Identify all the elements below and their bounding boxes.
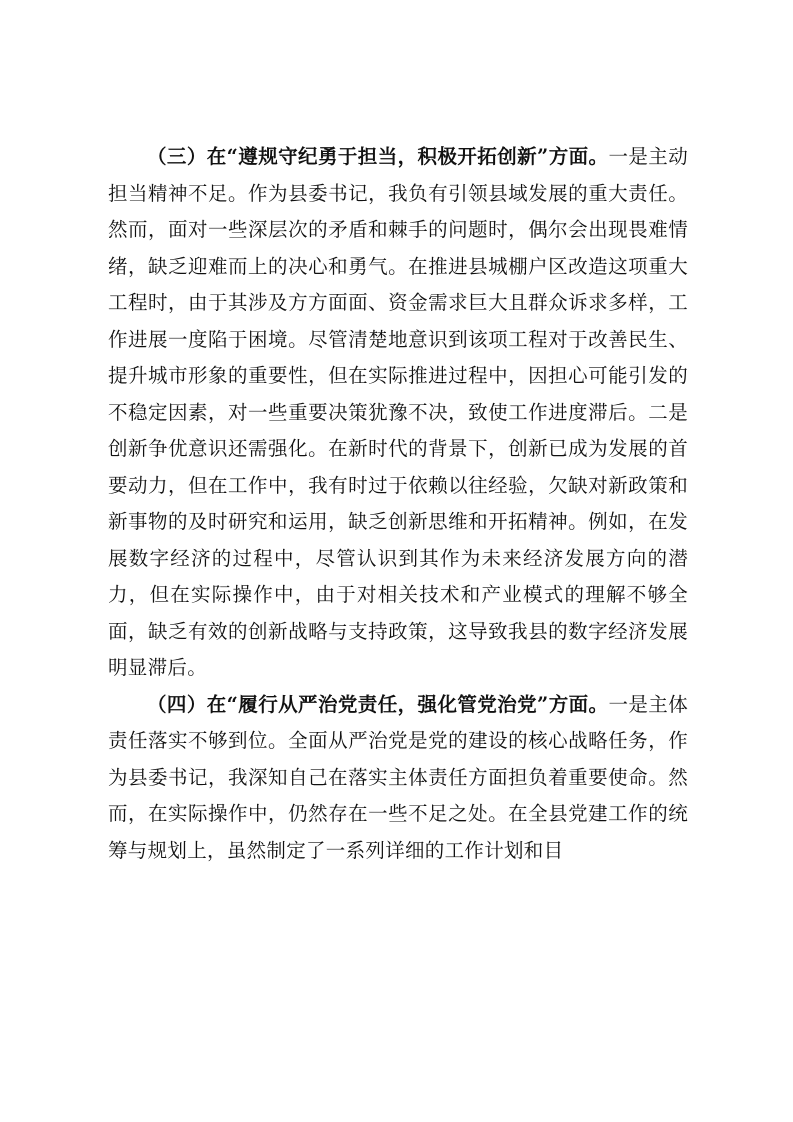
document-body	[108, 139, 688, 869]
section-four-heading: （四）在“履行从严治党责任，强化管党治党”方面。	[147, 692, 609, 716]
paragraph-section-four	[108, 687, 688, 870]
paragraph-section-three	[108, 139, 688, 687]
section-four-body: 一是主体责任落实不够到位。全面从严治党是党的建设的核心战略任务，作为县委书记，我深知自己在落实主体责任方面担负着重要使命。然而，在实际操作中，仍然存在一些不足之处。在全县党建工作的统筹与规划上，虽然制定了一系列详细的工作计划和目	[108, 692, 689, 862]
section-three-heading: （三）在“遵规守纪勇于担当，积极开拓创新”方面。	[147, 145, 609, 168]
section-three-body: 一是主动担当精神不足。作为县委书记，我负有引领县域发展的重大责任。然而，面对一些深层次的矛盾和棘手的问题时，偶尔会出现畏难情绪，缺乏迎难而上的决心和勇气。在推进县城棚户区改造这项重大工程时，由于其涉及方方面面、资金需求巨大且群众诉求多样，工作进展一度陷于困境。尽管清楚地意识到该项工程对于改善民生、提升城市形象的重要性，但在实际推进过程中，因担心可能引发的不稳定因素，对一些重要决策犹豫不决，致使工作进度滞后。二是创新争优意识还需强化。在新时代的背景下，创新已成为发展的首要动力，但在工作中，我有时过于依赖以往经验，欠缺对新政策和新事物的及时研究和运用，缺乏创新思维和开拓精神。例如，在发展数字经济的过程中，尽管认识到其作为未来经济发展方向的潜力，但在实际操作中，由于对相关技术和产业模式的理解不够全面，缺乏有效的创新战略与支持政策，这导致我县的数字经济发展明显滞后。	[108, 145, 689, 679]
